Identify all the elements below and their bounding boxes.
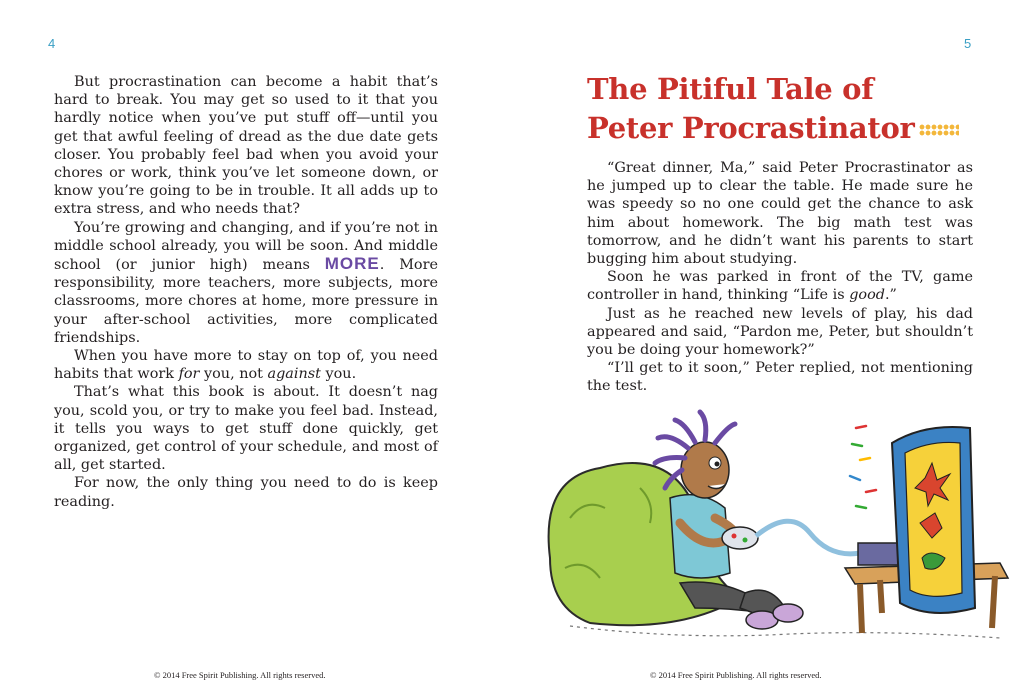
paragraph	[54, 347, 438, 383]
title-line-1: The Pitiful Tale of	[587, 72, 874, 106]
more-emphasis: MORE	[324, 254, 380, 274]
page-number: 4	[48, 36, 56, 51]
left-body-text	[54, 73, 438, 511]
text-run: You’re growing and changing, and if you’re not in middle school already, you will be soon. And middle school (or junior high) means	[54, 219, 438, 274]
text-run: you, not	[199, 366, 268, 383]
paragraph: “I’ll get to it soon,” Peter replied, not mentioning the test.	[587, 360, 973, 395]
page-number: 5	[964, 36, 972, 51]
text-run: you.	[320, 366, 357, 383]
chapter-title	[587, 70, 959, 148]
copyright-footer: © 2014 Free Spirit Publishing. All rights reserved.	[650, 670, 822, 680]
title-line-2-wrap	[587, 109, 959, 148]
dotted-rule	[919, 124, 959, 136]
text-run: .”	[884, 287, 897, 304]
text-run: Soon he was parked in front of the TV, game controller in hand, thinking “Life is	[587, 269, 973, 304]
italic-good: good	[849, 287, 885, 304]
italic-against: against	[267, 366, 321, 383]
paragraph	[587, 268, 973, 304]
paragraph: But procrastination can become a habit that’s hard to break. You may get so used to it that you hardly notice when you’ve put stuff off—until you get that awful feeling of dread as the due date gets closer. You probably feel bad when you avoid your chores or work, think you’ve let someone down, or know you’re going to be in trouble. It all adds up to extra stress, and who needs that?	[54, 74, 438, 218]
title-line-2: Peter Procrastinator	[587, 111, 915, 145]
copyright-footer: © 2014 Free Spirit Publishing. All rights reserved.	[154, 670, 326, 680]
right-body-text	[587, 159, 973, 396]
text-run: When you have more to stay on top of, you need habits that work	[54, 348, 438, 383]
right-page	[512, 0, 1024, 699]
paragraph: That’s what this book is about. It doesn’t nag you, scold you, or try to make you feel bad. Instead, it tells you ways to get stuff done quickly, get organized, get control of your schedule, and most of all, get started.	[54, 384, 438, 474]
paragraph	[54, 219, 438, 347]
paragraph: “Great dinner, Ma,” said Peter Procrastinator as he jumped up to clear the table. He made sure he was speedy so no one could get the chance to ask him about homework. The big math test was tomorrow, and he didn’t want his parents to start bugging him about studying.	[587, 160, 973, 268]
paragraph: Just as he reached new levels of play, his dad appeared and said, “Pardon me, Peter, but shouldn’t you be doing your homework?”	[587, 305, 973, 359]
paragraph: For now, the only thing you need to do is keep reading.	[54, 475, 438, 510]
text-run: . More responsibility, more teachers, more subjects, more classrooms, more chores at home, more pressure in your after-school activities, more complicated friendships.	[54, 257, 438, 346]
boy-on-beanbag-playing-video-game-icon	[530, 408, 1024, 658]
italic-for: for	[178, 366, 200, 383]
